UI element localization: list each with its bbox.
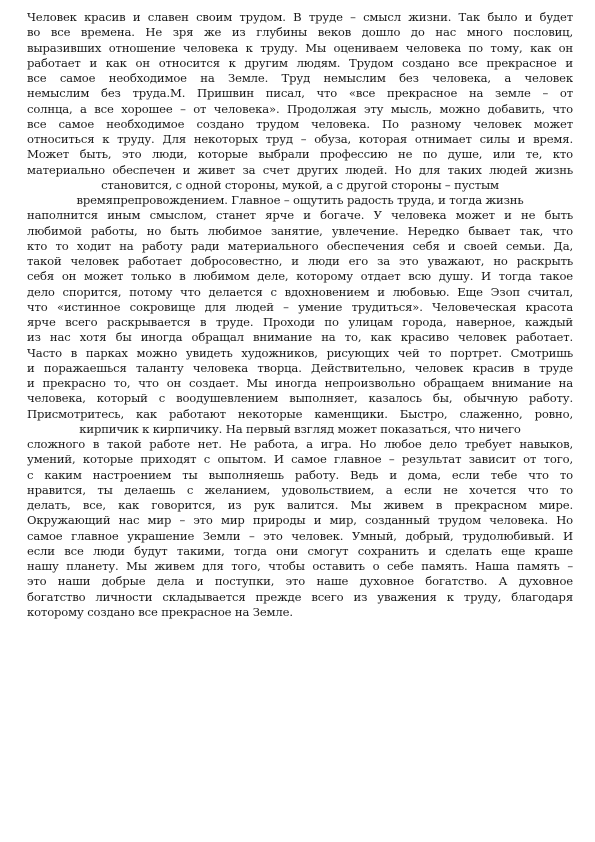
text-line: кирпичик к кирпичику. На первый взгляд может показаться, что ничего xyxy=(79,421,521,436)
text-line: Окружающий нас мир – это мир природы и мир, созданный трудом человека. Но xyxy=(27,513,573,528)
text-line: становится, с одной стороны, мукой, а с другой стороны – пустым xyxy=(101,177,499,192)
text-line: себя он может только в любимом деле, которому отдает всю душу. И тогда такое xyxy=(27,269,573,284)
text-line: из нас хотя бы иногда обращал внимание на то, как красиво человек работает. xyxy=(27,330,573,345)
text-line: относиться к труду. Для некоторых труд – обуза, которая отнимает силы и время. xyxy=(27,132,573,146)
text-line: Часто в парках можно увидеть художников, рисующих чей то портрет. Смотришь xyxy=(27,345,573,360)
text-line: нравится, ты делаешь с желанием, удовольствием, а если не хочется что то xyxy=(27,482,573,497)
text-line: с каким настроением ты выполняешь работу. Ведь и дома, если тебе что то xyxy=(27,467,573,482)
text-line: Может быть, это люди, которые выбрали профессию не по душе, или те, кто xyxy=(27,147,573,162)
text-line: выразивших отношение человека к труду. Мы оцениваем человека по тому, как он xyxy=(27,40,573,55)
text-line: сложного в такой работе нет. Не работа, а игра. Но любое дело требует навыков, xyxy=(27,437,573,451)
text-line: это наши добрые дела и поступки, это наше духовное богатство. А духовное xyxy=(27,574,573,589)
text-line: наполнится иным смыслом, станет ярче и богаче. У человека может и не быть xyxy=(27,208,573,223)
text-line: времяпрепровождением. Главное – ощутить радость труда, и тогда жизнь xyxy=(76,193,524,207)
text-line: такой человек работает добросовестно, и люди его за это уважают, но раскрыть xyxy=(27,254,573,268)
text-line: умений, которые приходят с опытом. И самое главное – результат зависит от того, xyxy=(27,452,573,467)
text-line: во все времена. Не зря же из глубины веков дошло до нас много пословиц, xyxy=(27,25,573,40)
text-line: если все люди будут такими, тогда они смогут сохранить и сделать еще краше xyxy=(27,543,573,558)
text-line: человека, который с воодушевлением выполняет, казалось бы, обычную работу. xyxy=(27,391,573,406)
document-text xyxy=(27,10,573,620)
text-line: Человек красив и славен своим трудом. В труде – смысл жизни. Так было и будет xyxy=(27,10,573,24)
text-line: Присмотритесь, как работают некоторые каменщики. Быстро, слаженно, ровно, xyxy=(27,406,573,421)
text-line: материально обеспечен и живет за счет других людей. Но для таких людей жизнь xyxy=(27,162,573,177)
text-line: самое главное украшение Земли – это человек. Умный, добрый, трудолюбивый. И xyxy=(27,528,573,543)
text-line: богатство личности складывается прежде всего из уважения к труду, благодаря xyxy=(27,589,573,604)
text-line: что «истинное сокровище для людей – умение трудиться». Человеческая красота xyxy=(27,299,573,314)
text-line: и прекрасно то, что он создает. Мы иногда непроизвольно обращаем внимание на xyxy=(27,376,573,390)
text-line: которому создано все прекрасное на Земле. xyxy=(27,604,293,619)
text-line: немыслим без труда.М. Пришвин писал, что «все прекрасное на земле – от xyxy=(27,86,573,101)
text-line: все самое необходимое на Земле. Труд немыслим без человека, а человек xyxy=(27,71,573,85)
text-line: работает и как он относится к другим людям. Трудом создано все прекрасное и xyxy=(27,55,573,70)
text-line: кто то ходит на работу ради материального обеспечения себя и своей семьи. Да, xyxy=(27,238,573,253)
text-line: и поражаешься таланту человека творца. Действительно, человек красив в труде xyxy=(27,360,573,375)
text-line: ярче всего раскрывается в труде. Проходи по улицам города, наверное, каждый xyxy=(27,315,573,329)
text-line: любимой работы, но быть любимое занятие, увлечение. Нередко бывает так, что xyxy=(27,223,573,238)
text-line: нашу планету. Мы живем для того, чтобы оставить о себе память. Наша память – xyxy=(27,559,573,573)
text-line: делать, все, как говорится, из рук валится. Мы живем в прекрасном мире. xyxy=(27,498,573,512)
text-line: все самое необходимое создано трудом человека. По разному человек может xyxy=(27,116,573,131)
text-line: солнца, а все хорошее – от человека». Продолжая эту мысль, можно добавить, что xyxy=(27,101,573,116)
text-line: дело спорится, потому что делается с вдохновением и любовью. Еще Эзоп считал, xyxy=(27,284,573,299)
